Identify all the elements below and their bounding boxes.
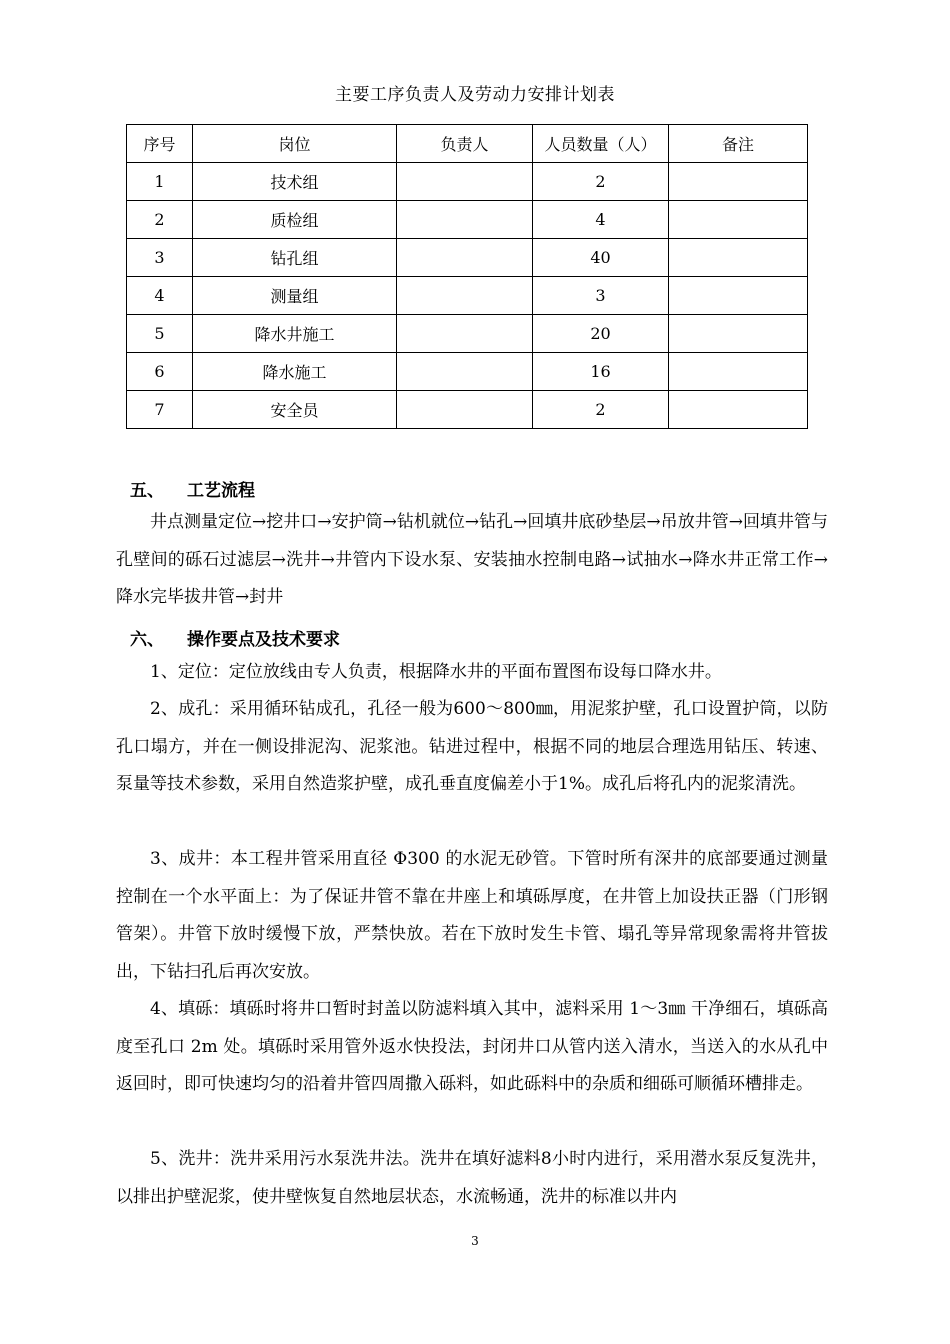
cell-position: 钻孔组 — [193, 239, 397, 277]
cell-headcount: 2 — [533, 391, 669, 429]
cell-person-in-charge — [397, 163, 533, 201]
cell-person-in-charge — [397, 315, 533, 353]
cell-headcount: 2 — [533, 163, 669, 201]
labor-plan-table — [126, 124, 808, 429]
header-remarks: 备注 — [669, 125, 808, 163]
cell-position: 降水井施工 — [193, 315, 397, 353]
header-person-in-charge: 负责人 — [397, 125, 533, 163]
cell-remarks — [669, 163, 808, 201]
cell-serial: 4 — [127, 277, 193, 315]
paragraph-well-washing: 5、洗井：洗井采用污水泵洗井法。洗井在填好滤料8小时内进行，采用潜水泵反复洗井，以排出护壁泥浆，使井壁恢复自然地层状态，水流畅通，洗井的标准以井内 — [116, 1149, 828, 1207]
header-headcount: 人员数量（人） — [533, 125, 669, 163]
paragraph-positioning: 1、定位：定位放线由专人负责，根据降水井的平面布置图布设每口降水井。 — [150, 662, 722, 682]
cell-remarks — [669, 391, 808, 429]
cell-person-in-charge — [397, 201, 533, 239]
cell-position: 技术组 — [193, 163, 397, 201]
cell-remarks — [669, 315, 808, 353]
cell-headcount: 4 — [533, 201, 669, 239]
cell-remarks — [669, 239, 808, 277]
page-number: 3 — [471, 1234, 479, 1248]
paragraph-gravel-filling: 4、填砾：填砾时将井口暂时封盖以防滤料填入其中，滤料采用 1～3㎜ 干净细石，填砾高度至孔口 2m 处。填砾时采用管外返水快投法，封闭井口从管内送入清水，当送入的水从孔中返回时，即可快速均匀的沿着井管四周撒入砾料，如此砾料中的杂质和细砾可顺循环槽排走。 — [116, 999, 828, 1094]
cell-serial: 5 — [127, 315, 193, 353]
cell-position: 安全员 — [193, 391, 397, 429]
process-flow-text: 井点测量定位→挖井口→安护筒→钻机就位→钻孔→回填井底砂垫层→吊放井管→回填井管与孔壁间的砾石过滤层→洗井→井管内下设水泵、安装抽水控制电路→试抽水→降水井正常工作→降水完毕拔井管→封井 — [116, 512, 828, 607]
cell-person-in-charge — [397, 239, 533, 277]
table-row — [127, 315, 808, 353]
section-title: 工艺流程 — [187, 481, 255, 501]
cell-position: 降水施工 — [193, 353, 397, 391]
cell-headcount: 3 — [533, 277, 669, 315]
cell-serial: 7 — [127, 391, 193, 429]
cell-headcount: 40 — [533, 239, 669, 277]
table-header-row — [127, 125, 808, 163]
table-row — [127, 277, 808, 315]
cell-remarks — [669, 277, 808, 315]
paragraph-well-completion: 3、成井：本工程井管采用直径 Φ300 的水泥无砂管。下管时所有深井的底部要通过测量控制在一个水平面上：为了保证井管不靠在井座上和填砾厚度，在井管上加设扶正器（门形钢管架）。井管下放时缓慢下放，严禁快放。若在下放时发生卡管、塌孔等异常现象需将井管拔出，下钻扫孔后再次安放。 — [116, 849, 828, 982]
cell-position: 质检组 — [193, 201, 397, 239]
header-serial: 序号 — [127, 125, 193, 163]
cell-headcount: 16 — [533, 353, 669, 391]
table-row — [127, 353, 808, 391]
section-5-heading — [130, 476, 255, 501]
section-6-heading — [130, 625, 340, 650]
cell-serial: 1 — [127, 163, 193, 201]
table-row — [127, 239, 808, 277]
header-position: 岗位 — [193, 125, 397, 163]
section-number: 六、 — [130, 630, 164, 650]
table-row — [127, 163, 808, 201]
table-row — [127, 201, 808, 239]
section-title: 操作要点及技术要求 — [187, 630, 340, 650]
table-row — [127, 391, 808, 429]
table-title: 主要工序负责人及劳动力安排计划表 — [335, 85, 615, 105]
cell-remarks — [669, 201, 808, 239]
cell-serial: 6 — [127, 353, 193, 391]
cell-headcount: 20 — [533, 315, 669, 353]
section-number: 五、 — [130, 481, 164, 501]
paragraph-drilling: 2、成孔：采用循环钻成孔，孔径一般为600～800㎜，用泥浆护壁，孔口设置护筒，以防孔口塌方，并在一侧设排泥沟、泥浆池。钻进过程中，根据不同的地层合理选用钻压、转速、泵量等技术参数，采用自然造浆护壁，成孔垂直度偏差小于1%。成孔后将孔内的泥浆清洗。 — [116, 699, 828, 794]
cell-person-in-charge — [397, 353, 533, 391]
cell-serial: 3 — [127, 239, 193, 277]
cell-person-in-charge — [397, 277, 533, 315]
cell-serial: 2 — [127, 201, 193, 239]
cell-remarks — [669, 353, 808, 391]
cell-position: 测量组 — [193, 277, 397, 315]
cell-person-in-charge — [397, 391, 533, 429]
